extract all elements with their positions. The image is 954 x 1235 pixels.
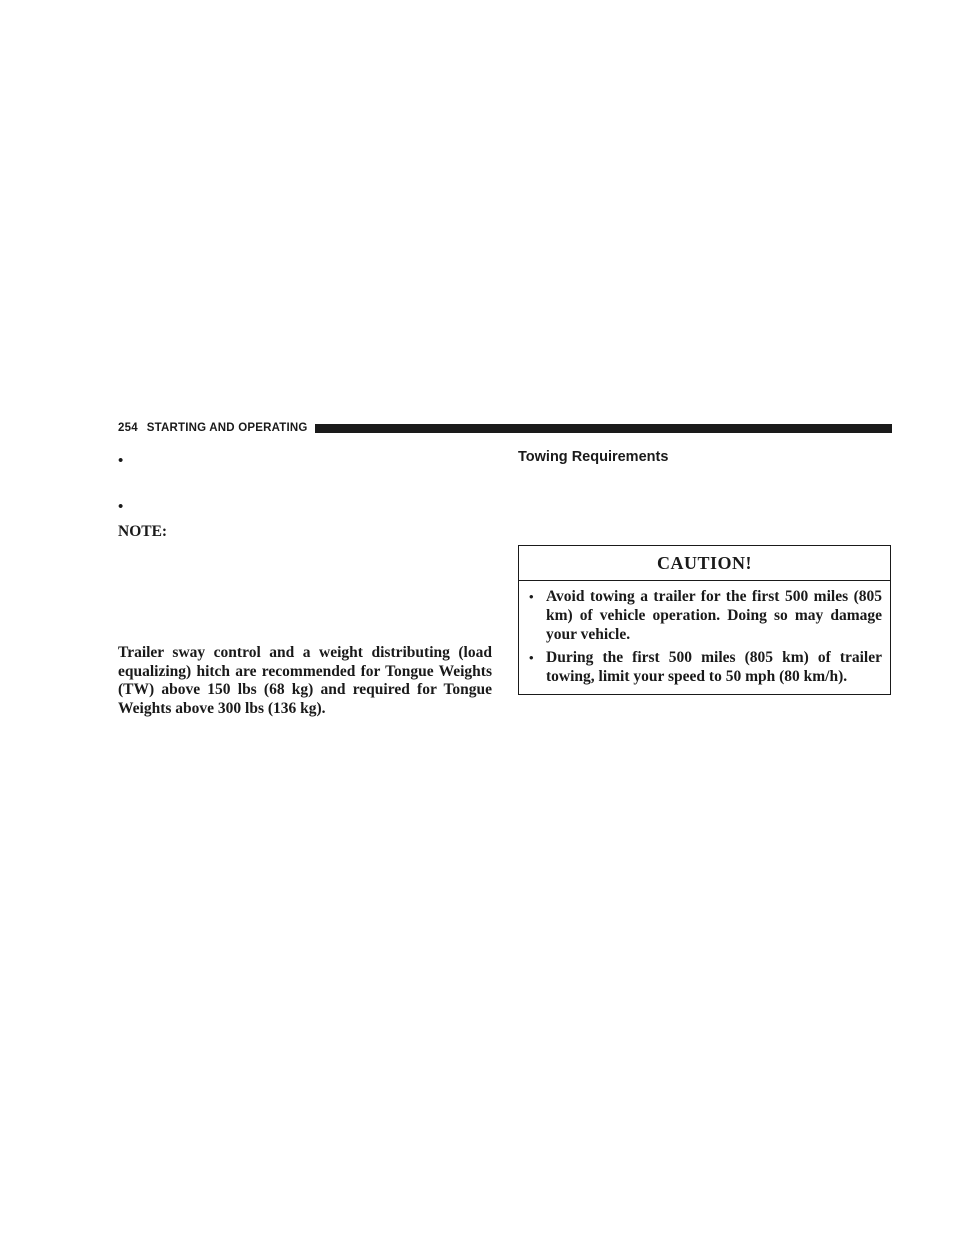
- page-number: 254: [118, 422, 138, 434]
- caution-item: [529, 648, 882, 686]
- bullet-marker: •: [529, 589, 534, 604]
- caution-item: [529, 587, 882, 644]
- towing-requirements-heading: Towing Requirements: [518, 449, 669, 465]
- page-header: [118, 420, 892, 436]
- bullet-marker: •: [118, 499, 124, 515]
- note-label: NOTE:: [118, 523, 168, 540]
- header-rule: [315, 424, 892, 433]
- caution-title: CAUTION!: [519, 546, 890, 581]
- caution-item-text: Avoid towing a trailer for the first 500 miles (805 km) of vehicle operation. Doing so may damage your vehicle.: [546, 588, 882, 643]
- sway-control-paragraph: Trailer sway control and a weight distributing (load equalizing) hitch are recommended for Tongue Weights (TW) above 150 lbs (68 kg) and required for Tongue Weights above 300 lbs (136 kg).: [118, 644, 492, 718]
- bullet-marker: •: [529, 650, 534, 665]
- caution-item-text: During the first 500 miles (805 km) of trailer towing, limit your speed to 50 mph (80 km/h).: [546, 649, 882, 685]
- section-title: STARTING AND OPERATING: [146, 422, 308, 434]
- caution-box: [518, 545, 891, 695]
- bullet-marker: •: [118, 453, 124, 469]
- caution-list: [519, 581, 890, 686]
